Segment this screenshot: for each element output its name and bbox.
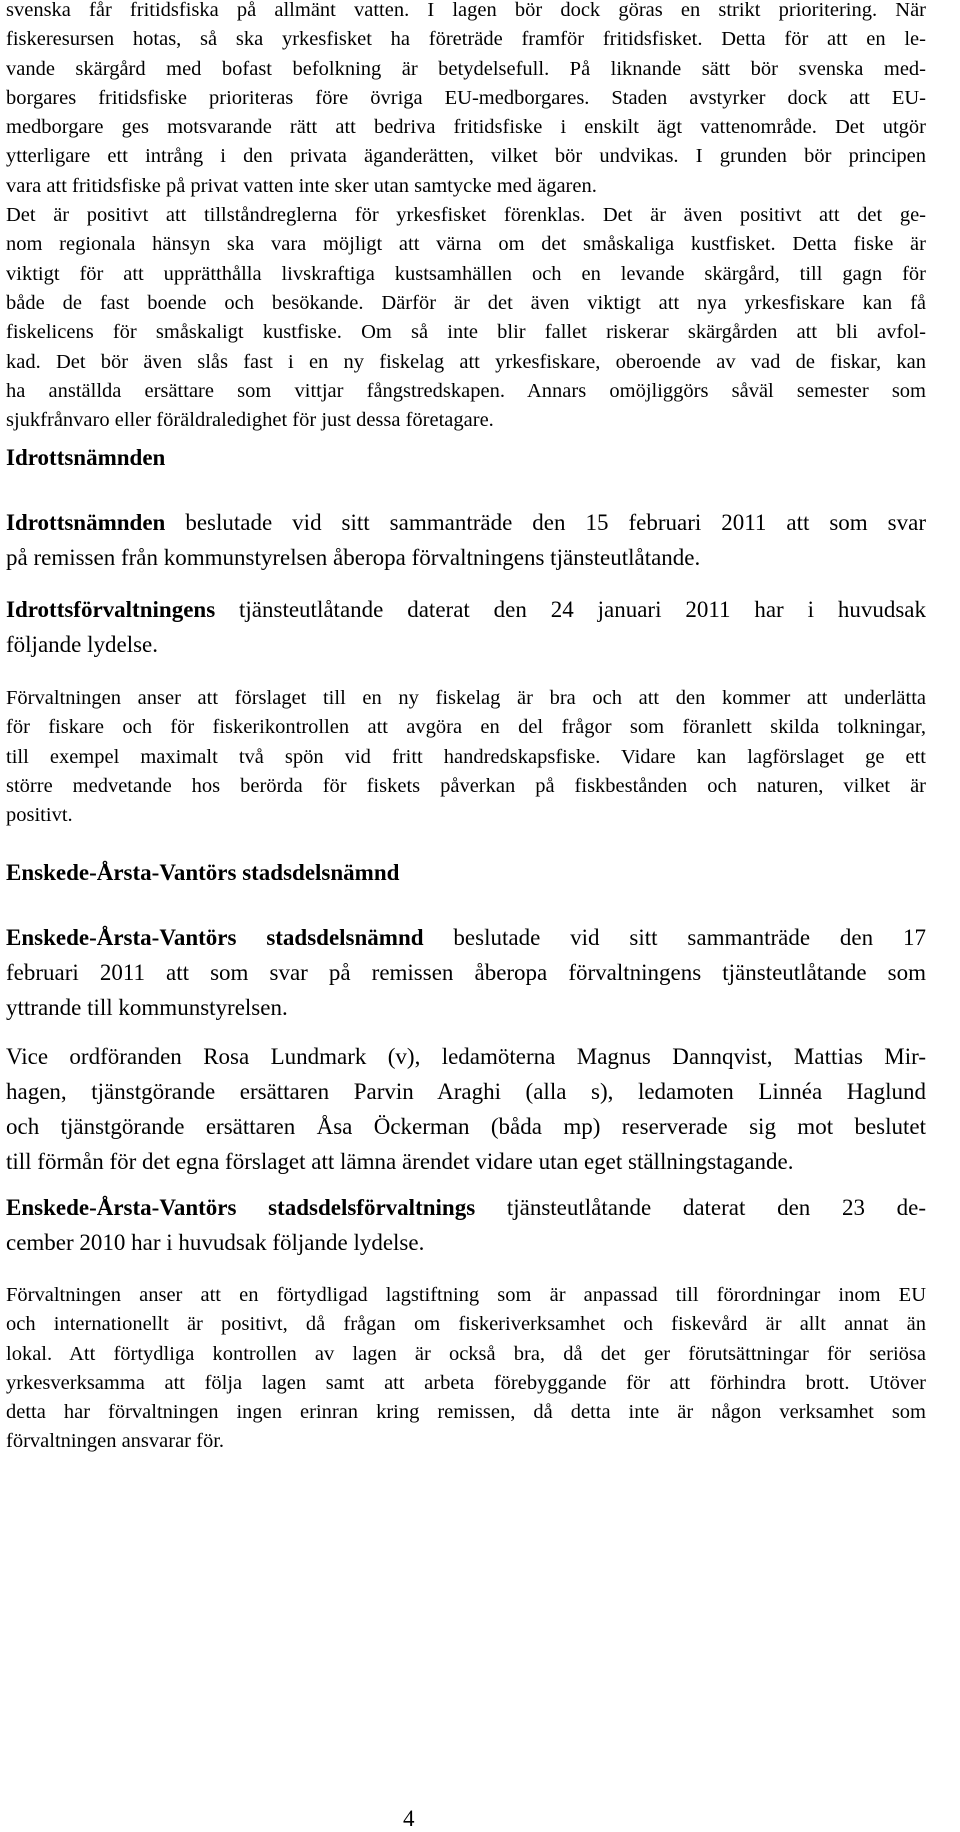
text-line: Förvaltningen anser att förslaget till en ny fiskelag är bra och att den kommer att underlätta (6, 687, 926, 709)
text-line: vara att fritidsfiske på privat vatten inte sker utan samtycke med ägaren. (6, 174, 597, 197)
enskede-body-paragraph (6, 1281, 926, 1457)
text-line: och tjänstgörande ersättaren Åsa Öckerman (båda mp) reserverade sig mot beslutet (6, 1114, 926, 1139)
text-line: Det är positivt att tillståndreglerna för yrkesfisket förenklas. Det är även positivt att det ge- (6, 204, 926, 227)
text-line: kad. Det bör även slås fast i en ny fiskelag att yrkesfiskare, oberoende av vad de fiskar, kan (6, 350, 926, 373)
text-line: både de fast boende och besökande. Därför är det även viktigt att nya yrkesfiskare kan få (6, 291, 926, 314)
idrott-body-paragraph (6, 684, 926, 830)
text-line: förvaltningen ansvarar för. (6, 1430, 225, 1453)
decision-body-name: Enskede-Årsta-Vantörs stadsdelsnämnd (6, 925, 424, 950)
enskede-decision-paragraph (6, 920, 926, 1025)
text-line: positivt. (6, 804, 73, 827)
text-line: nom regionala hänsyn ska vara möjligt att värna om det småskaliga kustfisket. Detta fiske är (6, 233, 926, 256)
text-line: ytterligare ett intrång i den privata äganderätten, vilket bör undvikas. I grunden bör principen (6, 145, 926, 168)
text-line: medborgare ges motsvarande rätt att bedriva fritidsfiske i enskilt ägt vattenområde. Det utgör (6, 116, 926, 139)
text-line: Förvaltningen anser att en förtydligad lagstiftning som är anpassad till förordningar inom EU (6, 1284, 926, 1306)
text-line: fiskeresursen hotas, så ska yrkesfisket ha företräde framför fritidsfisket. Detta för att en le- (6, 28, 926, 51)
text-line (6, 1190, 926, 1225)
text-line: yttrande till kommunstyrelsen. (6, 995, 288, 1020)
text-line (6, 920, 926, 955)
enskede-reservation-paragraph (6, 1039, 926, 1179)
text-line: följande lydelse. (6, 632, 159, 657)
text-line: vande skärgård med bofast befolkning är betydelsefull. På liknande sätt bör svenska med- (6, 57, 926, 80)
text-line: till exempel maximalt två spön vid fritt handredskapsfiske. Vidare kan lagförslaget ge ett (6, 745, 926, 768)
idrott-decision-paragraph (6, 505, 926, 575)
text-line: detta har förvaltningen ingen erinran kring remissen, då detta inte är någon verksamhet som (6, 1401, 926, 1424)
idrott-statement-paragraph (6, 592, 926, 662)
decision-text: beslutade vid sitt sammanträde den 15 februari 2011 att som svar (165, 510, 926, 535)
statement-body-name: Idrottsförvaltningens (6, 597, 216, 622)
statement-text: tjänsteutlåtande daterat den 24 januari 2011 har i huvudsak (215, 597, 926, 622)
text-line: på remissen från kommunstyrelsen åberopa förvaltningens tjänsteutlåtande. (6, 545, 701, 570)
text-line (6, 592, 926, 627)
page-number: 4 (403, 1806, 415, 1831)
text-line (6, 505, 926, 540)
enskede-statement-paragraph (6, 1190, 926, 1260)
text-line: svenska får fritidsfiska på allmänt vatten. I lagen bör dock göras en strikt prioritering. När (6, 0, 926, 21)
statement-body-name: Enskede-Årsta-Vantörs stadsdelsförvaltnings (6, 1195, 476, 1220)
section-heading-idrottsnamnden: Idrottsnämnden (6, 445, 166, 470)
text-line: februari 2011 att som svar på remissen åberopa förvaltningens tjänsteutlåtande som (6, 960, 926, 985)
text-line: viktigt för att upprätthålla livskraftiga kustsamhällen och en levande skärgård, till gagn för (6, 262, 926, 285)
text-line: hagen, tjänstgörande ersättaren Parvin Araghi (alla s), ledamoten Linnéa Haglund (6, 1079, 926, 1104)
text-line: för fiskare och för fiskerikontrollen att avgöra en del frågor som föranlett skilda tolkningar, (6, 716, 926, 739)
text-line: sjukfrånvaro eller föräldraledighet för just dessa företagare. (6, 409, 494, 432)
intro-paragraph (6, 0, 926, 435)
text-line: fiskelicens för småskaligt kustfiske. Om så inte blir fallet riskerar skärgården att bli avfol- (6, 321, 926, 344)
section-heading-enskede: Enskede-Årsta-Vantörs stadsdelsnämnd (6, 860, 400, 885)
text-line: lokal. Att förtydliga kontrollen av lagen är också bra, då det ger förutsättningar för seriösa (6, 1342, 926, 1365)
statement-text: tjänsteutlåtande daterat den 23 de- (475, 1195, 926, 1220)
text-line: till förmån för det egna förslaget att lämna ärendet vidare utan eget ställningstagande. (6, 1149, 794, 1174)
text-line: ha anställda ersättare som vittjar fångstredskapen. Annars omöjliggörs såväl semester som (6, 379, 926, 402)
text-line: yrkesverksamma att följa lagen samt att arbeta förebyggande för att förhindra brott. Utöver (6, 1371, 926, 1394)
text-line: och internationellt är positivt, då frågan om fiskeriverksamhet och fiskevård är allt annat än (6, 1313, 926, 1336)
decision-body-name: Idrottsnämnden (6, 510, 166, 535)
text-line: större medvetande hos berörda för fiskets påverkan på fiskbestånden och naturen, vilket är (6, 774, 926, 797)
text-line: Vice ordföranden Rosa Lundmark (v), ledamöterna Magnus Dannqvist, Mattias Mir- (6, 1044, 926, 1069)
text-line: cember 2010 har i huvudsak följande lydelse. (6, 1230, 425, 1255)
decision-text: beslutade vid sitt sammanträde den 17 (423, 925, 926, 950)
text-line: borgares fritidsfiske prioriteras före övriga EU-medborgares. Staden avstyrker dock att EU- (6, 86, 926, 109)
